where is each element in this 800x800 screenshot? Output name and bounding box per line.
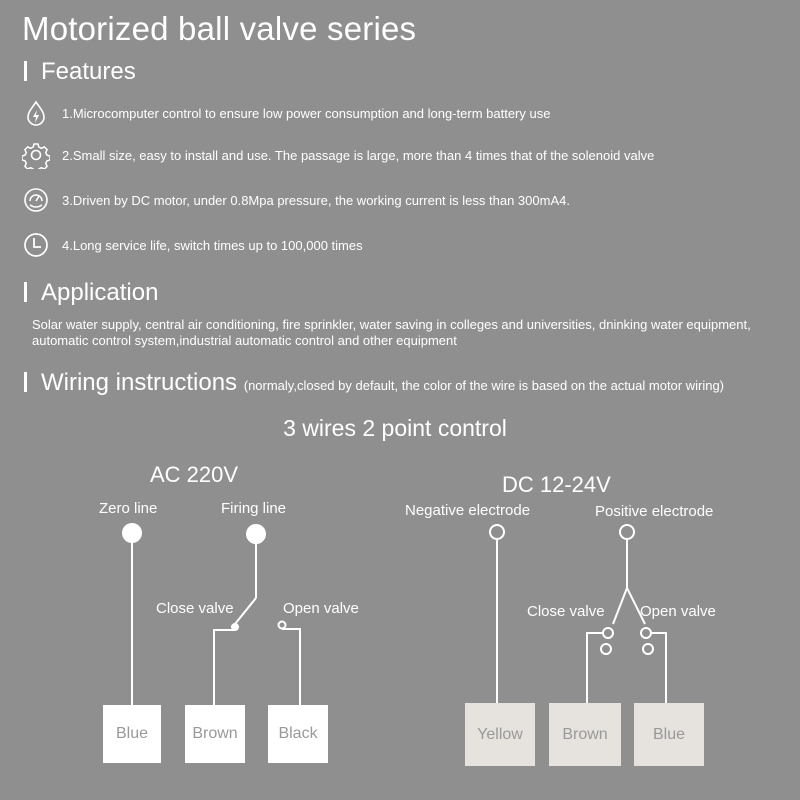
dc-title: DC 12-24V [502, 472, 611, 497]
feature-text: 3.Driven by DC motor, under 0.8Mpa pressure, the working current is less than 300mA4. [62, 192, 570, 208]
dc-negative-terminal [490, 525, 504, 539]
dc-wire-box-yellow: Yellow [465, 703, 535, 766]
dc-open-valve-label: Open valve [640, 603, 716, 620]
ac-wire-box-brown: Brown [185, 705, 245, 763]
dc-contact-left-bottom [601, 644, 611, 654]
dc-contact-right-bottom [643, 644, 653, 654]
features-heading-text: Features [41, 58, 136, 85]
application-text: Solar water supply, central air conditioning, fire sprinkler, water saving in colleges and universities, dninking water equipment, automatic control system,industrial automatic control and other equipment [32, 317, 751, 348]
wiring-note: (normaly,closed by default, the color of the wire is based on the actual motor wiring) [243, 378, 725, 393]
feature-text: 1.Microcomputer control to ensure low power consumption and long-term battery use [62, 105, 551, 121]
dc-wire-box-brown: Brown [549, 703, 621, 766]
ac-open-valve-label: Open valve [283, 600, 359, 617]
ac-brown-wire [214, 630, 235, 705]
dc-negative-label: Negative electrode [405, 502, 531, 519]
ac-switch-blade [235, 598, 256, 624]
dc-brown-wire [587, 633, 603, 705]
ac-title: AC 220V [150, 462, 239, 487]
ac-open-contact [279, 622, 286, 629]
ac-wire-box-blue: Blue [103, 705, 161, 763]
ac-firing-line-label: Firing line [221, 500, 287, 517]
dc-wire-box-blue: Blue [634, 703, 704, 766]
dc-close-valve-label: Close valve [527, 603, 605, 620]
ac-firing-line-terminal [247, 525, 265, 543]
dc-contact-left-top [603, 628, 613, 638]
ac-black-wire [282, 629, 300, 705]
feature-text: 4.Long service life, switch times up to 100,000 times [62, 237, 363, 253]
ac-close-valve-label: Close valve [156, 600, 234, 617]
diagram-title: 3 wires 2 point control [283, 415, 507, 441]
dc-blue-wire [651, 633, 666, 705]
dc-positive-terminal [620, 525, 634, 539]
dc-positive-label: Positive electrode [595, 503, 714, 520]
ac-zero-line-label: Zero line [99, 500, 158, 517]
page-title: Motorized ball valve series [22, 10, 417, 47]
ac-wire-box-black: Black [268, 705, 328, 763]
wiring-heading-text: Wiring instructions [41, 369, 238, 396]
dc-contact-right-top [641, 628, 651, 638]
dc-left-blade [613, 588, 627, 624]
feature-text: 2.Small size, easy to install and use. The passage is large, more than 4 times that of the solenoid valve [62, 147, 655, 163]
application-heading-text: Application [41, 279, 159, 306]
ac-zero-line-terminal [123, 524, 141, 542]
